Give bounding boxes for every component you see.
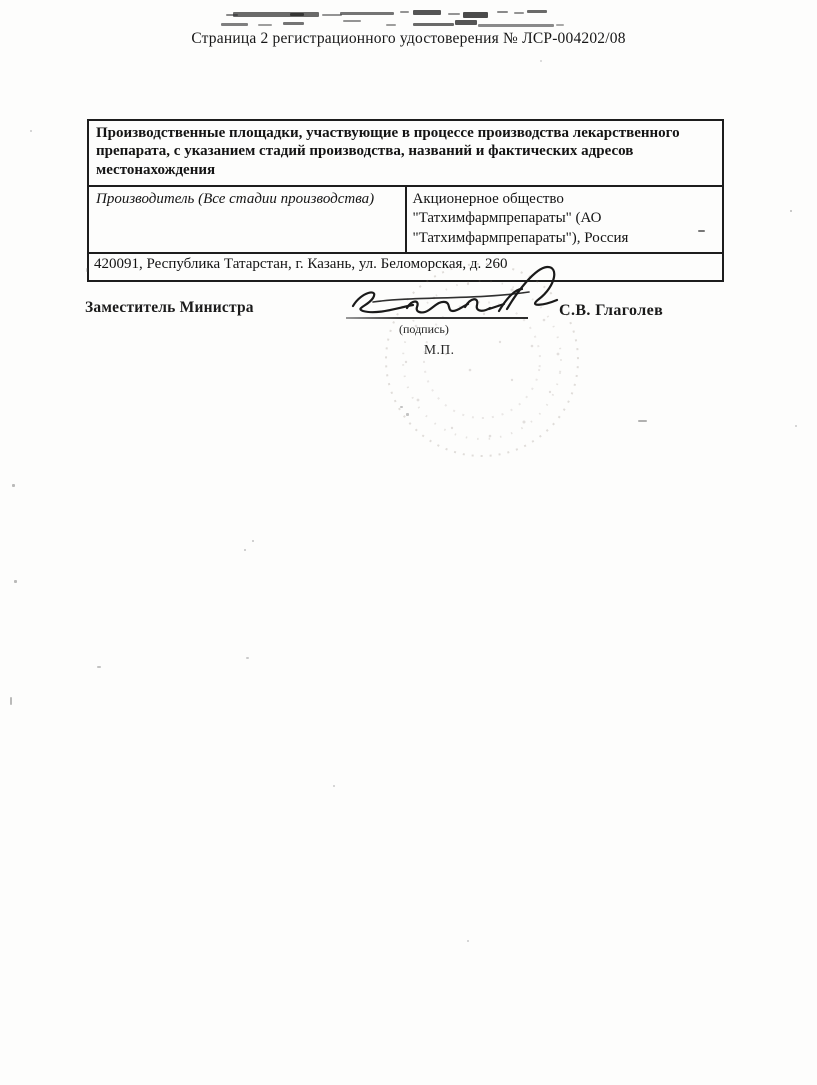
scan-artifact-fragment [343, 20, 361, 22]
page-title: Страница 2 регистрационного удостоверения № ЛСР-004202/08 [191, 30, 626, 47]
table-header-cell: Производственные площадки, участвующие в процессе производства лекарственного препарата, с указанием стадий производства, названий и фактических адресов местонахождения [88, 120, 723, 186]
signature-scribble [345, 262, 565, 334]
scan-speck [30, 130, 32, 132]
scan-artifact-fragment [463, 12, 488, 18]
scan-artifact-fragment [233, 12, 319, 17]
scan-artifact-fragment [340, 12, 394, 15]
scan-artifact-fragment [514, 12, 524, 14]
scan-speck [12, 484, 15, 487]
scan-speck [790, 210, 792, 212]
signer-title: Заместитель Министра [85, 299, 254, 316]
scan-speck [252, 540, 254, 542]
scan-speck [97, 666, 101, 668]
scan-artifact-fragment [283, 22, 304, 25]
scan-speck [795, 425, 797, 427]
signer-name: С.В. Глаголев [559, 302, 664, 319]
scan-artifact-fragment [221, 23, 248, 26]
scan-speck [406, 413, 409, 416]
scan-artifact-fragment [448, 13, 460, 15]
scan-artifact-fragment [455, 20, 477, 25]
scan-artifact-fragment [556, 24, 564, 26]
scan-speck [10, 697, 12, 705]
scan-artifact-fragment [290, 13, 304, 16]
scan-artifact-fragment [322, 14, 342, 16]
scan-speck [467, 940, 469, 942]
scan-speck [540, 60, 542, 62]
scan-artifact-fragment [413, 10, 441, 15]
scan-artifact-fragment [400, 11, 409, 13]
table-row [88, 120, 723, 186]
scan-artifact-fragment [497, 11, 508, 13]
scan-speck [698, 230, 705, 232]
signature-line [346, 317, 528, 319]
manufacturer-value-cell: Акционерное общество "Татхимфармпрепараты" (АО "Татхимфармпрепараты"), Россия [406, 186, 724, 254]
scan-speck [244, 549, 246, 551]
signature-caption: (подпись) [399, 322, 449, 336]
scan-artifact-fragment [527, 10, 547, 13]
scan-speck [333, 785, 335, 787]
scan-artifact-fragment [413, 23, 454, 26]
scan-artifact-fragment [258, 24, 272, 26]
scan-artifact-fragment [386, 24, 396, 26]
scan-artifact-fragment [478, 24, 554, 27]
stamp-place-label: М.П. [424, 342, 455, 357]
scan-speck [638, 420, 647, 422]
address-cell: 420091, Республика Татарстан, г. Казань, ул. Беломорская, д. 260 [88, 253, 723, 281]
scan-speck [400, 406, 403, 408]
scan-speck [246, 657, 249, 659]
scan-speck [86, 268, 88, 272]
scan-speck [14, 580, 17, 583]
table-row [88, 186, 723, 254]
manufacturer-label-cell: Производитель (Все стадии производства) [88, 186, 406, 254]
